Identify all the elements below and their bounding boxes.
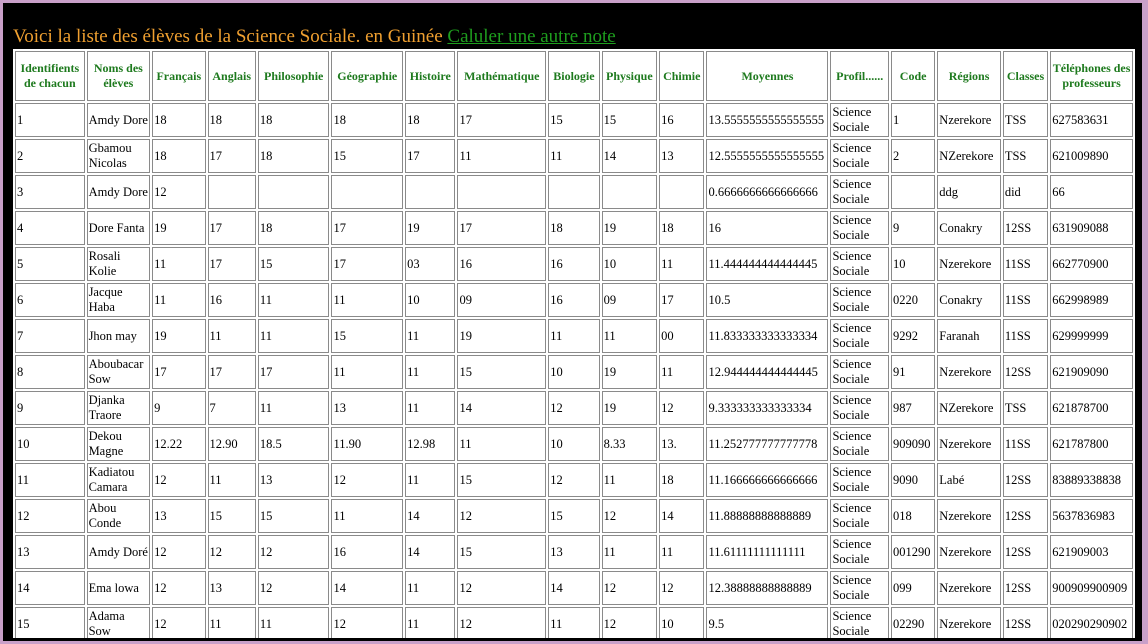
cell-id: 12 bbox=[15, 499, 85, 533]
cell-francais: 11 bbox=[152, 247, 205, 281]
cell-biologie: 14 bbox=[548, 571, 599, 605]
cell-geographie: 17 bbox=[331, 247, 403, 281]
cell-name: Gbamou Nicolas bbox=[87, 139, 151, 173]
cell-code: 9 bbox=[891, 211, 935, 245]
cell-francais: 13 bbox=[152, 499, 205, 533]
cell-region: NZerekore bbox=[937, 391, 1001, 425]
cell-telephone: 020290290902 bbox=[1050, 607, 1133, 638]
column-header-histoire: Histoire bbox=[405, 51, 455, 101]
cell-region: Nzerekore bbox=[937, 535, 1001, 569]
cell-profil: Science Sociale bbox=[830, 607, 888, 638]
table-row bbox=[15, 283, 1133, 317]
cell-chimie: 17 bbox=[659, 283, 704, 317]
cell-mathematique: 15 bbox=[457, 355, 546, 389]
table-row bbox=[15, 355, 1133, 389]
cell-telephone: 5637836983 bbox=[1050, 499, 1133, 533]
cell-telephone: 621009890 bbox=[1050, 139, 1133, 173]
cell-anglais: 17 bbox=[208, 355, 256, 389]
cell-telephone: 631909088 bbox=[1050, 211, 1133, 245]
cell-profil: Science Sociale bbox=[830, 211, 888, 245]
cell-region: Nzerekore bbox=[937, 103, 1001, 137]
cell-biologie: 11 bbox=[548, 139, 599, 173]
table-row bbox=[15, 247, 1133, 281]
column-header-biologie: Biologie bbox=[548, 51, 599, 101]
cell-region: Faranah bbox=[937, 319, 1001, 353]
column-header-telephone: Téléphones des professeurs bbox=[1050, 51, 1133, 101]
cell-profil: Science Sociale bbox=[830, 139, 888, 173]
cell-classe: TSS bbox=[1003, 139, 1048, 173]
cell-name: Abou Conde bbox=[87, 499, 151, 533]
cell-geographie: 15 bbox=[331, 139, 403, 173]
cell-profil: Science Sociale bbox=[830, 355, 888, 389]
cell-biologie: 12 bbox=[548, 463, 599, 497]
cell-philosophie bbox=[258, 175, 330, 209]
cell-profil: Science Sociale bbox=[830, 247, 888, 281]
cell-philosophie: 18 bbox=[258, 211, 330, 245]
cell-histoire: 10 bbox=[405, 283, 455, 317]
column-header-id: Identifients de chacun bbox=[15, 51, 85, 101]
cell-telephone: 900909900909 bbox=[1050, 571, 1133, 605]
cell-physique: 11 bbox=[602, 319, 657, 353]
cell-histoire: 12.98 bbox=[405, 427, 455, 461]
cell-chimie: 18 bbox=[659, 211, 704, 245]
cell-francais: 19 bbox=[152, 319, 205, 353]
table-row bbox=[15, 571, 1133, 605]
cell-classe: did bbox=[1003, 175, 1048, 209]
cell-moyenne: 11.252777777777778 bbox=[706, 427, 828, 461]
cell-geographie: 11 bbox=[331, 283, 403, 317]
cell-moyenne: 16 bbox=[706, 211, 828, 245]
cell-telephone: 627583631 bbox=[1050, 103, 1133, 137]
page-header bbox=[13, 25, 616, 49]
column-header-francais: Français bbox=[152, 51, 205, 101]
cell-id: 14 bbox=[15, 571, 85, 605]
cell-telephone: 662998989 bbox=[1050, 283, 1133, 317]
cell-region: Nzerekore bbox=[937, 499, 1001, 533]
cell-moyenne: 12.38888888888889 bbox=[706, 571, 828, 605]
cell-name: Kadiatou Camara bbox=[87, 463, 151, 497]
cell-moyenne: 13.5555555555555555 bbox=[706, 103, 828, 137]
cell-id: 3 bbox=[15, 175, 85, 209]
cell-code: 001290 bbox=[891, 535, 935, 569]
cell-code: 9292 bbox=[891, 319, 935, 353]
cell-chimie: 16 bbox=[659, 103, 704, 137]
cell-mathematique: 14 bbox=[457, 391, 546, 425]
cell-id: 13 bbox=[15, 535, 85, 569]
cell-telephone: 621878700 bbox=[1050, 391, 1133, 425]
cell-histoire: 17 bbox=[405, 139, 455, 173]
cell-biologie: 10 bbox=[548, 427, 599, 461]
column-header-geographie: Géographie bbox=[331, 51, 403, 101]
cell-id: 8 bbox=[15, 355, 85, 389]
table-row bbox=[15, 499, 1133, 533]
cell-francais: 12 bbox=[152, 463, 205, 497]
cell-histoire: 11 bbox=[405, 607, 455, 638]
cell-region: Nzerekore bbox=[937, 607, 1001, 638]
cell-name: Dekou Magne bbox=[87, 427, 151, 461]
cell-moyenne: 11.444444444444445 bbox=[706, 247, 828, 281]
cell-philosophie: 17 bbox=[258, 355, 330, 389]
column-header-anglais: Anglais bbox=[208, 51, 256, 101]
cell-biologie: 13 bbox=[548, 535, 599, 569]
cell-geographie: 15 bbox=[331, 319, 403, 353]
cell-name: Dore Fanta bbox=[87, 211, 151, 245]
cell-profil: Science Sociale bbox=[830, 535, 888, 569]
cell-histoire: 03 bbox=[405, 247, 455, 281]
cell-code: 9090 bbox=[891, 463, 935, 497]
cell-anglais: 17 bbox=[208, 247, 256, 281]
cell-moyenne: 11.61111111111111 bbox=[706, 535, 828, 569]
table-row bbox=[15, 319, 1133, 353]
cell-region: Nzerekore bbox=[937, 571, 1001, 605]
cell-chimie: 10 bbox=[659, 607, 704, 638]
cell-region: Nzerekore bbox=[937, 427, 1001, 461]
table-row bbox=[15, 427, 1133, 461]
cell-name: Jhon may bbox=[87, 319, 151, 353]
column-header-mathematique: Mathématique bbox=[457, 51, 546, 101]
column-header-moyenne: Moyennes bbox=[706, 51, 828, 101]
cell-telephone: 629999999 bbox=[1050, 319, 1133, 353]
cell-chimie: 13 bbox=[659, 139, 704, 173]
cell-physique: 11 bbox=[602, 535, 657, 569]
cell-geographie: 11 bbox=[331, 499, 403, 533]
cell-telephone: 621909003 bbox=[1050, 535, 1133, 569]
cell-profil: Science Sociale bbox=[830, 103, 888, 137]
cell-philosophie: 15 bbox=[258, 499, 330, 533]
cell-geographie: 14 bbox=[331, 571, 403, 605]
cell-philosophie: 13 bbox=[258, 463, 330, 497]
cell-mathematique: 12 bbox=[457, 607, 546, 638]
column-header-classe: Classes bbox=[1003, 51, 1048, 101]
cell-anglais: 12 bbox=[208, 535, 256, 569]
students-table bbox=[13, 49, 1135, 638]
cell-region: Nzerekore bbox=[937, 355, 1001, 389]
cell-moyenne: 10.5 bbox=[706, 283, 828, 317]
cell-id: 6 bbox=[15, 283, 85, 317]
cell-histoire: 11 bbox=[405, 391, 455, 425]
table-row bbox=[15, 175, 1133, 209]
cell-code: 018 bbox=[891, 499, 935, 533]
cell-code: 02290 bbox=[891, 607, 935, 638]
cell-physique: 12 bbox=[602, 499, 657, 533]
cell-classe: 12SS bbox=[1003, 535, 1048, 569]
cell-moyenne: 0.6666666666666666 bbox=[706, 175, 828, 209]
cell-profil: Science Sociale bbox=[830, 499, 888, 533]
cell-anglais: 16 bbox=[208, 283, 256, 317]
cell-moyenne: 12.944444444444445 bbox=[706, 355, 828, 389]
cell-anglais: 11 bbox=[208, 319, 256, 353]
cell-philosophie: 18 bbox=[258, 139, 330, 173]
cell-physique bbox=[602, 175, 657, 209]
cell-francais: 12 bbox=[152, 571, 205, 605]
cell-id: 10 bbox=[15, 427, 85, 461]
table-row bbox=[15, 103, 1133, 137]
cell-profil: Science Sociale bbox=[830, 427, 888, 461]
cell-region: Labé bbox=[937, 463, 1001, 497]
cell-region: ddg bbox=[937, 175, 1001, 209]
cell-code: 0220 bbox=[891, 283, 935, 317]
cell-histoire: 14 bbox=[405, 535, 455, 569]
cell-mathematique: 09 bbox=[457, 283, 546, 317]
cell-chimie: 14 bbox=[659, 499, 704, 533]
cell-moyenne: 11.833333333333334 bbox=[706, 319, 828, 353]
cell-region: Nzerekore bbox=[937, 247, 1001, 281]
cell-id: 9 bbox=[15, 391, 85, 425]
cell-profil: Science Sociale bbox=[830, 319, 888, 353]
cell-mathematique: 11 bbox=[457, 139, 546, 173]
cell-moyenne: 11.166666666666666 bbox=[706, 463, 828, 497]
page-title: Voici la liste des élèves de la Science Sociale. en Guinée bbox=[13, 26, 443, 47]
cell-francais: 18 bbox=[152, 139, 205, 173]
cell-code: 1 bbox=[891, 103, 935, 137]
cell-physique: 12 bbox=[602, 571, 657, 605]
cell-anglais: 11 bbox=[208, 463, 256, 497]
cell-id: 15 bbox=[15, 607, 85, 638]
cell-philosophie: 11 bbox=[258, 391, 330, 425]
cell-anglais: 15 bbox=[208, 499, 256, 533]
cell-biologie: 18 bbox=[548, 211, 599, 245]
cell-histoire: 11 bbox=[405, 571, 455, 605]
cell-profil: Science Sociale bbox=[830, 283, 888, 317]
cell-chimie: 12 bbox=[659, 391, 704, 425]
cell-geographie: 12 bbox=[331, 463, 403, 497]
cell-biologie: 15 bbox=[548, 499, 599, 533]
cell-profil: Science Sociale bbox=[830, 391, 888, 425]
cell-philosophie: 18.5 bbox=[258, 427, 330, 461]
cell-chimie: 00 bbox=[659, 319, 704, 353]
cell-philosophie: 11 bbox=[258, 319, 330, 353]
table-row bbox=[15, 535, 1133, 569]
cell-histoire: 19 bbox=[405, 211, 455, 245]
cell-biologie: 11 bbox=[548, 319, 599, 353]
cell-region: Conakry bbox=[937, 211, 1001, 245]
cell-francais: 19 bbox=[152, 211, 205, 245]
cell-chimie: 11 bbox=[659, 355, 704, 389]
cell-classe: 12SS bbox=[1003, 211, 1048, 245]
cell-profil: Science Sociale bbox=[830, 175, 888, 209]
cell-id: 2 bbox=[15, 139, 85, 173]
cell-classe: 11SS bbox=[1003, 247, 1048, 281]
cell-physique: 09 bbox=[602, 283, 657, 317]
cell-physique: 11 bbox=[602, 463, 657, 497]
cell-telephone: 66 bbox=[1050, 175, 1133, 209]
cell-physique: 10 bbox=[602, 247, 657, 281]
cell-classe: 11SS bbox=[1003, 283, 1048, 317]
cell-id: 7 bbox=[15, 319, 85, 353]
cell-philosophie: 11 bbox=[258, 607, 330, 638]
cell-philosophie: 11 bbox=[258, 283, 330, 317]
column-header-chimie: Chimie bbox=[659, 51, 704, 101]
column-header-profil: Profil...... bbox=[830, 51, 888, 101]
table-row bbox=[15, 139, 1133, 173]
cell-histoire: 18 bbox=[405, 103, 455, 137]
cell-moyenne: 12.5555555555555555 bbox=[706, 139, 828, 173]
cell-physique: 19 bbox=[602, 391, 657, 425]
cell-biologie: 12 bbox=[548, 391, 599, 425]
cell-biologie: 15 bbox=[548, 103, 599, 137]
cell-id: 4 bbox=[15, 211, 85, 245]
cell-name: Rosali Kolie bbox=[87, 247, 151, 281]
cell-name: Ema lowa bbox=[87, 571, 151, 605]
table-row bbox=[15, 211, 1133, 245]
cell-classe: 12SS bbox=[1003, 463, 1048, 497]
cell-francais: 11 bbox=[152, 283, 205, 317]
cell-philosophie: 12 bbox=[258, 535, 330, 569]
cell-mathematique: 11 bbox=[457, 427, 546, 461]
cell-name: Jacque Haba bbox=[87, 283, 151, 317]
cell-geographie bbox=[331, 175, 403, 209]
cell-francais: 12 bbox=[152, 607, 205, 638]
cell-telephone: 83889338838 bbox=[1050, 463, 1133, 497]
cell-chimie: 13. bbox=[659, 427, 704, 461]
cell-anglais: 18 bbox=[208, 103, 256, 137]
cell-geographie: 18 bbox=[331, 103, 403, 137]
cell-code: 987 bbox=[891, 391, 935, 425]
cell-region: NZerekore bbox=[937, 139, 1001, 173]
cell-philosophie: 12 bbox=[258, 571, 330, 605]
cell-mathematique: 16 bbox=[457, 247, 546, 281]
cell-code: 91 bbox=[891, 355, 935, 389]
table-body bbox=[15, 103, 1133, 638]
cell-mathematique: 15 bbox=[457, 463, 546, 497]
cell-name: Amdy Doré bbox=[87, 535, 151, 569]
cell-biologie bbox=[548, 175, 599, 209]
cell-profil: Science Sociale bbox=[830, 463, 888, 497]
cell-chimie: 11 bbox=[659, 535, 704, 569]
column-header-region: Régions bbox=[937, 51, 1001, 101]
cell-geographie: 12 bbox=[331, 607, 403, 638]
table-row bbox=[15, 607, 1133, 638]
cell-id: 11 bbox=[15, 463, 85, 497]
cell-telephone: 621787800 bbox=[1050, 427, 1133, 461]
cell-anglais: 11 bbox=[208, 607, 256, 638]
cell-anglais: 7 bbox=[208, 391, 256, 425]
cell-classe: 12SS bbox=[1003, 355, 1048, 389]
table-header bbox=[15, 51, 1133, 101]
cell-geographie: 13 bbox=[331, 391, 403, 425]
cell-code bbox=[891, 175, 935, 209]
cell-histoire: 11 bbox=[405, 355, 455, 389]
cell-anglais: 13 bbox=[208, 571, 256, 605]
header-row bbox=[15, 51, 1133, 101]
cell-geographie: 11.90 bbox=[331, 427, 403, 461]
cell-biologie: 11 bbox=[548, 607, 599, 638]
column-header-name: Noms des élèves bbox=[87, 51, 151, 101]
cell-anglais bbox=[208, 175, 256, 209]
cell-telephone: 662770900 bbox=[1050, 247, 1133, 281]
column-header-physique: Physique bbox=[602, 51, 657, 101]
cell-chimie: 11 bbox=[659, 247, 704, 281]
students-table-container bbox=[13, 49, 1135, 638]
cell-name: Amdy Dore bbox=[87, 175, 151, 209]
cell-geographie: 11 bbox=[331, 355, 403, 389]
cell-code: 2 bbox=[891, 139, 935, 173]
cell-name: Adama Sow bbox=[87, 607, 151, 638]
cell-chimie bbox=[659, 175, 704, 209]
cell-profil: Science Sociale bbox=[830, 571, 888, 605]
cell-mathematique: 12 bbox=[457, 571, 546, 605]
column-header-philosophie: Philosophie bbox=[258, 51, 330, 101]
cell-physique: 15 bbox=[602, 103, 657, 137]
cell-francais: 12 bbox=[152, 535, 205, 569]
cell-biologie: 16 bbox=[548, 283, 599, 317]
cell-code: 10 bbox=[891, 247, 935, 281]
cell-classe: 12SS bbox=[1003, 571, 1048, 605]
cell-mathematique: 12 bbox=[457, 499, 546, 533]
cell-moyenne: 9.333333333333334 bbox=[706, 391, 828, 425]
cell-anglais: 12.90 bbox=[208, 427, 256, 461]
cell-classe: TSS bbox=[1003, 391, 1048, 425]
cell-moyenne: 9.5 bbox=[706, 607, 828, 638]
cell-philosophie: 18 bbox=[258, 103, 330, 137]
page-frame bbox=[3, 3, 1142, 641]
cell-classe: 12SS bbox=[1003, 499, 1048, 533]
cell-physique: 19 bbox=[602, 211, 657, 245]
cell-region: Conakry bbox=[937, 283, 1001, 317]
cell-biologie: 10 bbox=[548, 355, 599, 389]
cell-mathematique bbox=[457, 175, 546, 209]
cell-francais: 12 bbox=[152, 175, 205, 209]
cell-moyenne: 11.88888888888889 bbox=[706, 499, 828, 533]
table-row bbox=[15, 463, 1133, 497]
cell-classe: 11SS bbox=[1003, 319, 1048, 353]
cell-chimie: 18 bbox=[659, 463, 704, 497]
cell-geographie: 16 bbox=[331, 535, 403, 569]
cell-histoire bbox=[405, 175, 455, 209]
cell-anglais: 17 bbox=[208, 139, 256, 173]
cell-id: 5 bbox=[15, 247, 85, 281]
cell-histoire: 11 bbox=[405, 463, 455, 497]
cell-mathematique: 19 bbox=[457, 319, 546, 353]
cell-classe: 12SS bbox=[1003, 607, 1048, 638]
cell-francais: 17 bbox=[152, 355, 205, 389]
cell-name: Amdy Dore bbox=[87, 103, 151, 137]
cell-histoire: 14 bbox=[405, 499, 455, 533]
cell-chimie: 12 bbox=[659, 571, 704, 605]
cell-mathematique: 15 bbox=[457, 535, 546, 569]
cell-francais: 9 bbox=[152, 391, 205, 425]
cell-classe: 11SS bbox=[1003, 427, 1048, 461]
cell-name: Djanka Traore bbox=[87, 391, 151, 425]
cell-biologie: 16 bbox=[548, 247, 599, 281]
cell-classe: TSS bbox=[1003, 103, 1048, 137]
cell-francais: 18 bbox=[152, 103, 205, 137]
column-header-code: Code bbox=[891, 51, 935, 101]
cell-telephone: 621909090 bbox=[1050, 355, 1133, 389]
cell-francais: 12.22 bbox=[152, 427, 205, 461]
cell-mathematique: 17 bbox=[457, 211, 546, 245]
cell-philosophie: 15 bbox=[258, 247, 330, 281]
cell-physique: 12 bbox=[602, 607, 657, 638]
cell-mathematique: 17 bbox=[457, 103, 546, 137]
cell-code: 909090 bbox=[891, 427, 935, 461]
cell-physique: 19 bbox=[602, 355, 657, 389]
cell-id: 1 bbox=[15, 103, 85, 137]
cell-geographie: 17 bbox=[331, 211, 403, 245]
calculate-another-grade-link[interactable]: Caluler une autre note bbox=[447, 26, 616, 47]
table-row bbox=[15, 391, 1133, 425]
cell-physique: 8.33 bbox=[602, 427, 657, 461]
cell-anglais: 17 bbox=[208, 211, 256, 245]
cell-physique: 14 bbox=[602, 139, 657, 173]
cell-name: Aboubacar Sow bbox=[87, 355, 151, 389]
cell-histoire: 11 bbox=[405, 319, 455, 353]
cell-code: 099 bbox=[891, 571, 935, 605]
